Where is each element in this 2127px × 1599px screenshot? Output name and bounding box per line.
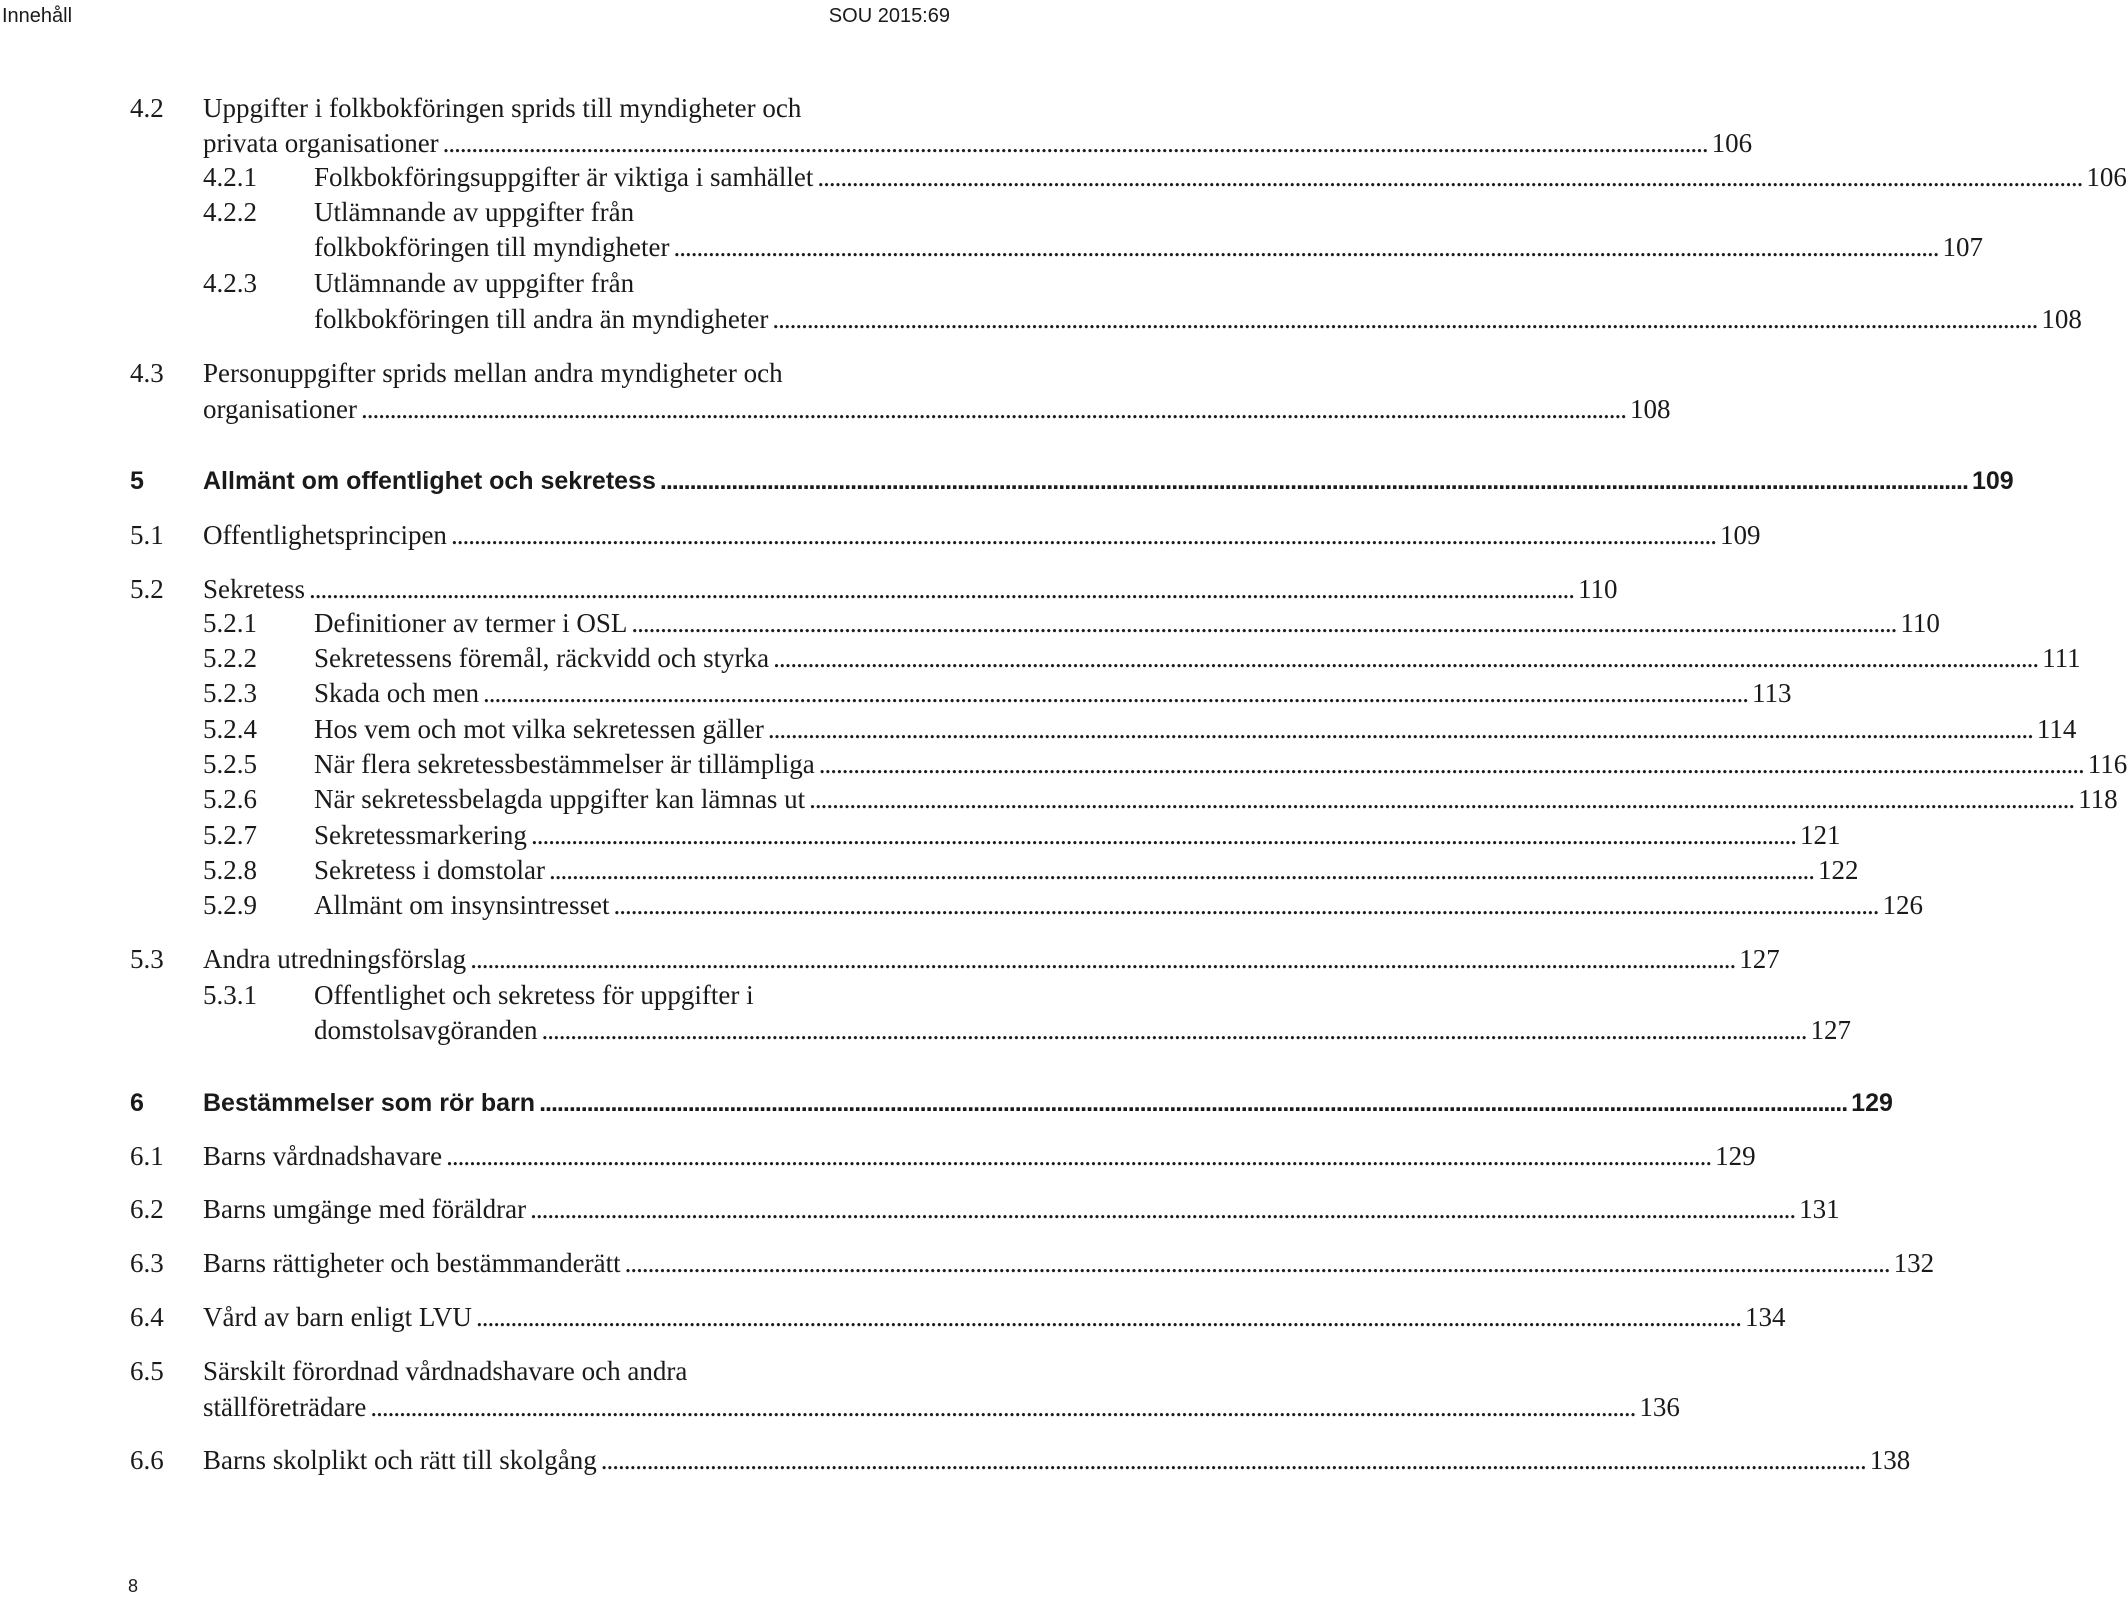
toc-entry-title: Hos vem och mot vilka sekretessen gäller	[314, 714, 764, 744]
page-number: 8	[128, 1576, 139, 1596]
toc-entry-page: 110	[1577, 574, 1618, 604]
toc-entry-title-row	[314, 640, 2081, 676]
toc-entry-number: 5.2.7	[203, 820, 257, 850]
toc-entry-title-row	[203, 1353, 687, 1389]
toc-entry[interactable]	[0, 887, 1923, 923]
leader-dots: ............................................................................................................................................................................................................................	[541, 1015, 1807, 1045]
leader-dots: ............................................................................................................................................................................................................................	[360, 394, 1626, 424]
toc-entry-title: Sekretessmarkering	[314, 820, 527, 850]
toc-entry[interactable]	[0, 977, 960, 1013]
toc-entry-title-row	[203, 571, 1618, 607]
toc-entry-title-row	[203, 1191, 1840, 1227]
toc-entry-title-row	[203, 463, 2014, 499]
toc-entry-number: 5.2.2	[203, 643, 257, 673]
toc-entry-number: 4.2	[130, 93, 164, 123]
leader-dots: ............................................................................................................................................................................................................................	[613, 890, 1879, 920]
toc-entry-title-row	[203, 1085, 1893, 1121]
toc-entry-page: 127	[1810, 1015, 1851, 1045]
toc-entry-title-row	[203, 1299, 1786, 1335]
toc-entry-title-row	[314, 977, 754, 1013]
toc-entry[interactable]	[0, 817, 1841, 853]
toc-entry[interactable]	[0, 852, 1859, 888]
leader-dots: ............................................................................................................................................................................................................................	[818, 749, 2084, 779]
running-header-left: Innehåll	[2, 5, 73, 27]
toc-entry-page: 138	[1869, 1445, 1911, 1475]
leader-dots: ............................................................................................................................................................................................................................	[600, 1445, 1866, 1475]
toc-entry-title-row	[314, 159, 2127, 195]
toc-entry-title: Barns vårdnadshavare	[203, 1141, 443, 1171]
toc-entry[interactable]	[0, 1085, 1893, 1121]
leader-dots: ............................................................................................................................................................................................................................	[446, 1141, 1712, 1171]
toc-entry-page: 113	[1751, 678, 1792, 708]
leader-dots: ............................................................................................................................................................................................................................	[539, 1089, 1848, 1117]
toc-entry-page: 121	[1799, 820, 1841, 850]
toc-entry-title-row	[203, 1245, 1935, 1281]
toc-entry-page: 109	[1971, 467, 2014, 495]
toc-entry-title: Bestämmelser som rör barn	[203, 1089, 536, 1117]
toc-entry-title-row	[203, 1138, 1756, 1174]
toc-entry-title: Sekretess	[203, 574, 305, 604]
toc-entry-number: 5	[130, 467, 144, 495]
toc-entry[interactable]	[0, 605, 1940, 641]
toc-entry[interactable]	[0, 90, 960, 126]
toc-entry-title: Sekretessens föremål, räckvidd och styrka	[314, 643, 770, 673]
toc-entry-title: När flera sekretessbestämmelser är tillämpliga	[314, 749, 815, 779]
toc-entry-number: 5.3	[130, 944, 164, 974]
toc-entry-title-row	[314, 746, 2127, 782]
toc-entry[interactable]	[0, 1442, 1911, 1478]
leader-dots: ............................................................................................................................................................................................................................	[624, 1248, 1890, 1278]
toc-entry-title-row	[314, 711, 2077, 747]
toc-entry-title: folkbokföringen till andra än myndigheter	[314, 304, 769, 334]
toc-entry-number: 4.2.1	[203, 162, 257, 192]
toc-entry-title: Barns rättigheter och bestämmanderätt	[203, 1248, 621, 1278]
toc-entry-page: 107	[1942, 232, 1983, 262]
toc-entry[interactable]	[0, 265, 960, 301]
toc-entry-page: 132	[1893, 1248, 1935, 1278]
toc-entry-page: 108	[1629, 394, 1671, 424]
toc-entry-number: 5.2	[130, 574, 164, 604]
toc-entry-title-row	[314, 1012, 1851, 1048]
toc-entry-title-row	[314, 605, 1940, 641]
leader-dots: ............................................................................................................................................................................................................................	[482, 678, 1748, 708]
toc-entry-title: Barns umgänge med föräldrar	[203, 1194, 527, 1224]
toc-entry[interactable]	[0, 1353, 960, 1389]
toc-entry-title-row	[314, 817, 1841, 853]
toc-entry-number: 6	[130, 1089, 144, 1117]
toc-entry-title-row	[314, 265, 634, 301]
toc-entry-number: 6.4	[130, 1302, 164, 1332]
toc-entry-title: Utlämnande av uppgifter från	[314, 197, 635, 227]
toc-entry-title: Sekretess i domstolar	[314, 855, 545, 885]
toc-entry-page: 118	[2078, 784, 2118, 814]
toc-entry-title-row	[314, 852, 1859, 888]
toc-entry-number: 6.3	[130, 1248, 164, 1278]
toc-entry[interactable]	[0, 1012, 1851, 1048]
toc-entry-page: 134	[1744, 1302, 1786, 1332]
leader-dots: ............................................................................................................................................................................................................................	[548, 855, 1814, 885]
toc-entry-title-row	[314, 887, 1923, 923]
toc-entry-title: När sekretessbelagda uppgifter kan lämnas ut	[314, 784, 806, 814]
toc-entry[interactable]	[0, 1138, 1756, 1174]
toc-entry[interactable]	[0, 1389, 1680, 1425]
toc-entry-number: 5.1	[130, 520, 164, 550]
toc-entry-title-row	[203, 391, 1671, 427]
toc-entry[interactable]	[0, 1191, 1840, 1227]
leader-dots: ............................................................................................................................................................................................................................	[470, 944, 1736, 974]
toc-entry-page: 108	[2041, 304, 2082, 334]
leader-dots: ............................................................................................................................................................................................................................	[530, 820, 1796, 850]
toc-entry-number: 5.2.6	[203, 784, 257, 814]
toc-entry-title-row	[203, 517, 1761, 553]
leader-dots: ............................................................................................................................................................................................................................	[475, 1302, 1741, 1332]
toc-entry-title: folkbokföringen till myndigheter	[314, 232, 670, 262]
leader-dots: ............................................................................................................................................................................................................................	[773, 643, 2039, 673]
toc-entry-title: domstolsavgöranden	[314, 1015, 538, 1045]
toc-entry[interactable]	[0, 941, 1780, 977]
toc-entry-number: 5.2.1	[203, 608, 257, 638]
toc-entry-title-row	[203, 355, 783, 391]
leader-dots: ............................................................................................................................................................................................................................	[767, 714, 2033, 744]
toc-entry-page: 122	[1817, 855, 1859, 885]
toc-entry[interactable]	[0, 675, 1792, 711]
leader-dots: ............................................................................................................................................................................................................................	[772, 304, 2038, 334]
toc-entry-page: 114	[2036, 714, 2077, 744]
toc-entry-page: 111	[2042, 643, 2081, 673]
toc-entry-page: 116	[2087, 749, 2127, 779]
toc-entry[interactable]	[0, 711, 2077, 747]
toc-entry-title: Särskilt förordnad vårdnadshavare och andra	[203, 1356, 688, 1386]
toc-entry-number: 5.2.4	[203, 714, 257, 744]
toc-entry-title: Utlämnande av uppgifter från	[314, 268, 635, 298]
toc-entry[interactable]	[0, 229, 1983, 265]
toc-entry-page: 126	[1882, 890, 1923, 920]
leader-dots: ............................................................................................................................................................................................................................	[817, 162, 2083, 192]
toc-entry-page: 109	[1719, 520, 1761, 550]
toc-entry-title-row	[203, 90, 801, 126]
toc-entry[interactable]	[0, 746, 2127, 782]
toc-entry-title: Offentlighetsprincipen	[203, 520, 447, 550]
toc-entry-title-row	[203, 941, 1780, 977]
leader-dots: ............................................................................................................................................................................................................................	[308, 574, 1574, 604]
toc-entry[interactable]	[0, 1299, 1786, 1335]
toc-entry-title: Folkbokföringsuppgifter är viktiga i samhället	[314, 162, 814, 192]
toc-entry-number: 5.2.8	[203, 855, 257, 885]
toc-entry-title: Personuppgifter sprids mellan andra myndigheter och	[203, 358, 783, 388]
toc-entry-title-row	[203, 1442, 1911, 1478]
toc-entry-title: Barns skolplikt och rätt till skolgång	[203, 1445, 597, 1475]
leader-dots: ............................................................................................................................................................................................................................	[370, 1392, 1636, 1422]
toc-entry[interactable]	[0, 571, 1618, 607]
toc-entry-page: 127	[1739, 944, 1780, 974]
leader-dots: ............................................................................................................................................................................................................................	[673, 232, 1939, 262]
toc-entry-number: 5.2.3	[203, 678, 257, 708]
toc-entry-title-row	[314, 781, 2118, 817]
toc-entry-title: Allmänt om offentlighet och sekretess	[203, 467, 656, 495]
toc-entry-title: Andra utredningsförslag	[203, 944, 467, 974]
toc-entry-title: Uppgifter i folkbokföringen sprids till myndigheter och	[203, 93, 802, 123]
leader-dots: ............................................................................................................................................................................................................................	[631, 608, 1897, 638]
toc-entry[interactable]	[0, 517, 1761, 553]
toc-entry[interactable]	[0, 355, 960, 391]
toc-entry[interactable]	[0, 1245, 1935, 1281]
toc-entry-number: 4.2.2	[203, 197, 257, 227]
toc-entry-title: Definitioner av termer i OSL	[314, 608, 628, 638]
toc-entry[interactable]	[0, 463, 2014, 499]
toc-entry-number: 5.3.1	[203, 980, 257, 1010]
toc-entry-title: Skada och men	[314, 678, 479, 708]
toc-entry-number: 4.2.3	[203, 268, 257, 298]
toc-entry-title-row	[203, 125, 1753, 161]
leader-dots: ............................................................................................................................................................................................................................	[442, 128, 1708, 158]
toc-entry-title-row	[314, 675, 1792, 711]
toc-entry-page: 106	[2086, 162, 2127, 192]
toc-entry-title-row	[314, 194, 634, 230]
toc-entry[interactable]	[0, 640, 2081, 676]
toc-entry-title: Offentlighet och sekretess för uppgifter i	[314, 980, 754, 1010]
leader-dots: ............................................................................................................................................................................................................................	[809, 784, 2075, 814]
toc-entry-title-row	[314, 301, 2082, 337]
toc-entry-number: 6.1	[130, 1141, 164, 1171]
toc-entry-number: 5.2.5	[203, 749, 257, 779]
toc-entry-title: ställföreträdare	[203, 1392, 367, 1422]
leader-dots: ............................................................................................................................................................................................................................	[530, 1194, 1796, 1224]
toc-entry[interactable]	[0, 159, 2127, 195]
toc-entry-page: 131	[1799, 1194, 1840, 1224]
toc-entry-title: privata organisationer	[203, 128, 439, 158]
toc-entry-number: 5.2.9	[203, 890, 257, 920]
toc-entry-number: 6.6	[130, 1445, 164, 1475]
toc-entry-page: 129	[1715, 1141, 1756, 1171]
toc-entry[interactable]	[0, 391, 1671, 427]
toc-entry-title-row	[314, 229, 1983, 265]
leader-dots: ............................................................................................................................................................................................................................	[450, 520, 1716, 550]
toc-entry-page: 106	[1711, 128, 1753, 158]
toc-entry-title: Allmänt om insynsintresset	[314, 890, 610, 920]
toc-entry-page: 110	[1900, 608, 1940, 638]
running-header-right: SOU 2015:69	[828, 5, 950, 27]
toc-entry[interactable]	[0, 781, 2118, 817]
toc-entry-number: 4.3	[130, 358, 164, 388]
toc-entry-page: 129	[1851, 1089, 1893, 1117]
toc-entry[interactable]	[0, 301, 2082, 337]
toc-entry-number: 6.2	[130, 1194, 164, 1224]
toc-entry-title: Vård av barn enligt LVU	[203, 1302, 472, 1332]
toc-entry-title-row	[203, 1389, 1680, 1425]
toc-entry-page: 136	[1639, 1392, 1680, 1422]
toc-entry[interactable]	[0, 125, 1753, 161]
toc-entry-title: organisationer	[203, 394, 357, 424]
leader-dots: ............................................................................................................................................................................................................................	[659, 467, 1968, 495]
toc-entry-number: 6.5	[130, 1356, 164, 1386]
toc-entry[interactable]	[0, 194, 960, 230]
